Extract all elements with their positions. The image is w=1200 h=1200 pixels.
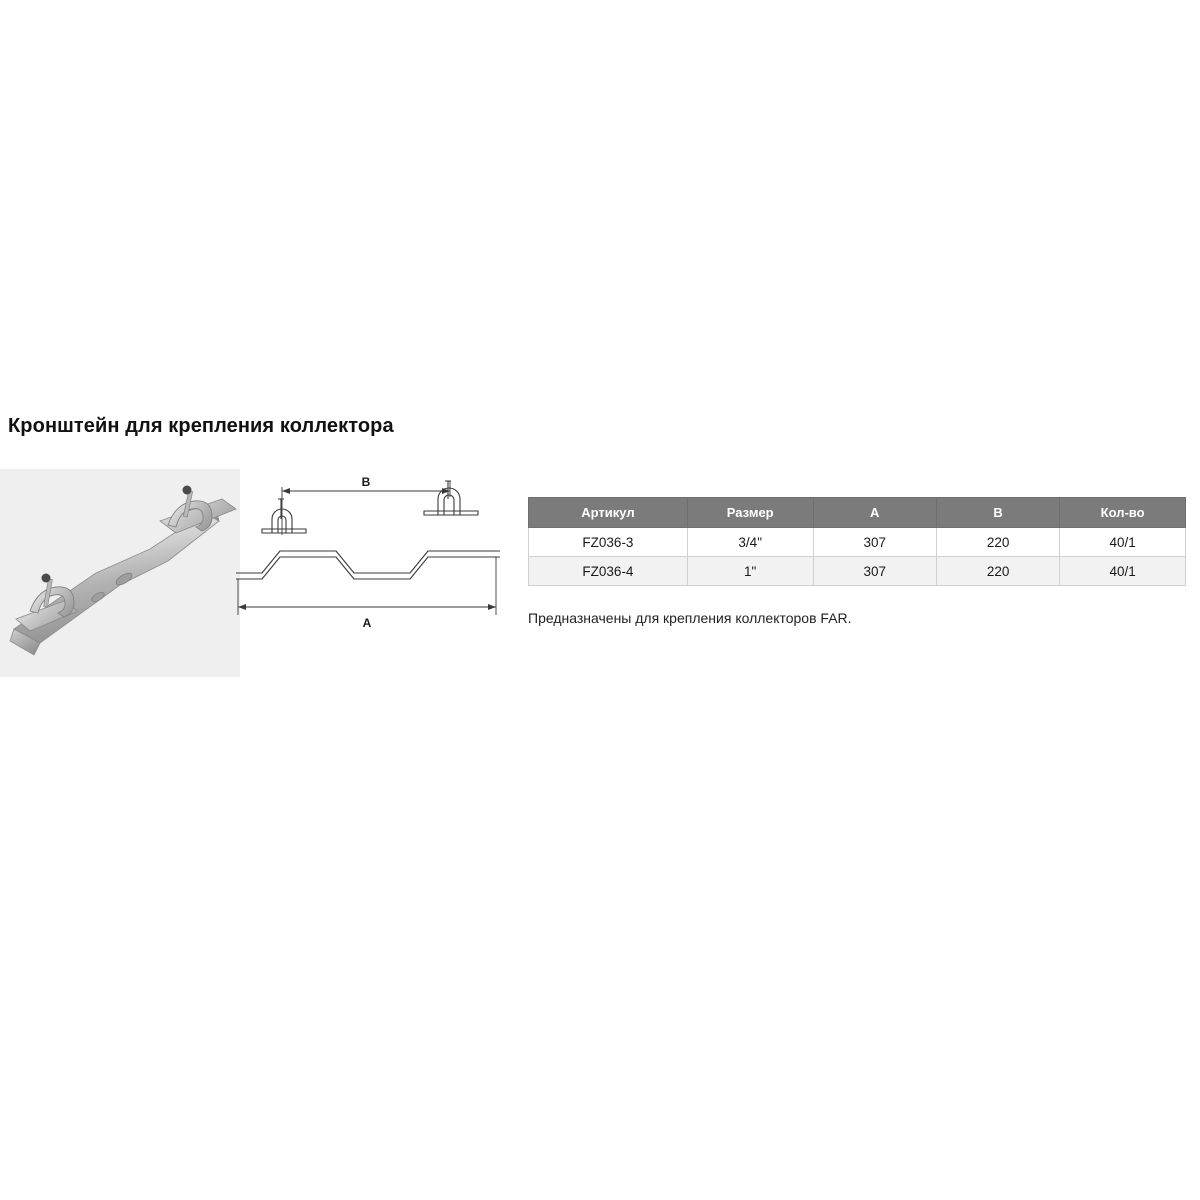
cell-article: FZ036-4 <box>529 557 688 586</box>
cell-article: FZ036-3 <box>529 528 688 557</box>
table-row <box>529 528 1186 557</box>
table-header-row <box>529 498 1186 528</box>
cell-b: 220 <box>936 528 1059 557</box>
dimension-label-b: B <box>361 475 371 489</box>
cell-a: 307 <box>813 528 936 557</box>
cell-quantity: 40/1 <box>1060 528 1186 557</box>
specifications-table <box>528 497 1186 586</box>
table-header-article: Артикул <box>529 498 688 528</box>
dimension-label-a: A <box>362 616 372 630</box>
cell-size: 1" <box>687 557 813 586</box>
cell-size: 3/4" <box>687 528 813 557</box>
page-title: Кронштейн для крепления коллектора <box>8 415 394 437</box>
table-header-size: Размер <box>687 498 813 528</box>
cell-quantity: 40/1 <box>1060 557 1186 586</box>
technical-drawing <box>228 475 508 635</box>
cell-b: 220 <box>936 557 1059 586</box>
table-header-a: A <box>813 498 936 528</box>
table-note: Предназначены для крепления коллекторов FAR. <box>528 610 852 626</box>
bracket-dimension-drawing <box>228 475 508 635</box>
cell-a: 307 <box>813 557 936 586</box>
table-row <box>529 557 1186 586</box>
table-header-b: B <box>936 498 1059 528</box>
table-header-quantity: Кол-во <box>1060 498 1186 528</box>
bracket-photo-illustration <box>0 469 240 677</box>
product-photo <box>0 469 240 677</box>
